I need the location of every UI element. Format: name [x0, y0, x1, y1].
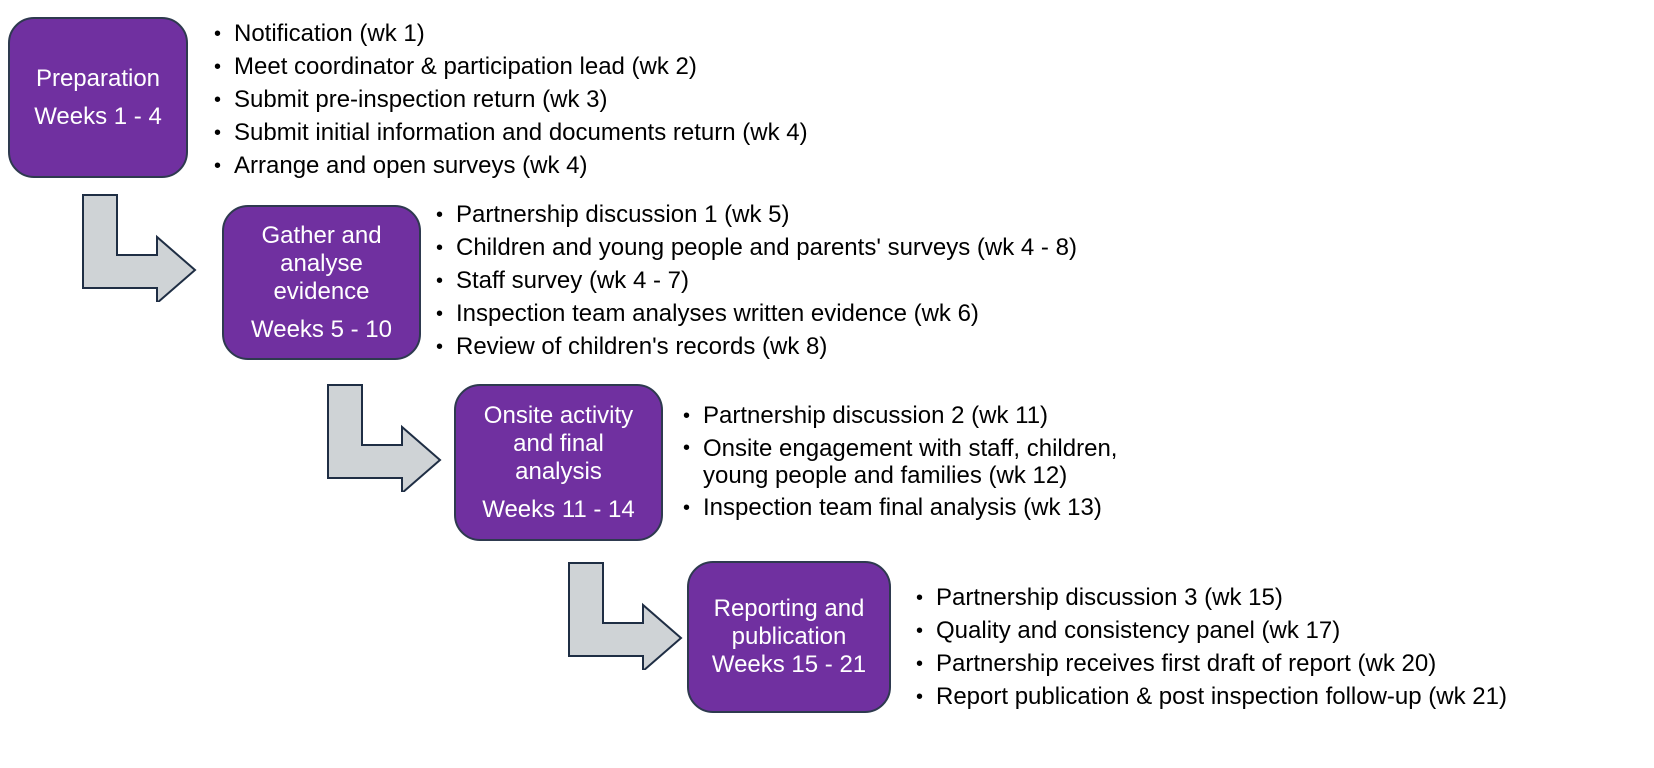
task-item: • Report publication & post inspection follow-up (wk 21): [916, 683, 1507, 711]
task-item: • Notification (wk 1): [214, 20, 808, 48]
task-item: • Submit pre-inspection return (wk 3): [214, 86, 808, 114]
stage-onsite-tasks: [683, 402, 1117, 527]
task-item: • Staff survey (wk 4 - 7): [436, 267, 1077, 295]
task-item: • Partnership discussion 2 (wk 11): [683, 402, 1117, 430]
task-item: • Partnership receives first draft of report (wk 20): [916, 650, 1507, 678]
stage-reporting-box: [687, 561, 891, 713]
stage-weeks: Weeks 1 - 4: [34, 102, 162, 130]
stage-title-line: analysis: [515, 457, 602, 485]
task-item: • Arrange and open surveys (wk 4): [214, 152, 808, 180]
task-item: • Inspection team final analysis (wk 13): [683, 494, 1117, 522]
bent-arrow-1: [80, 192, 200, 302]
stage-gather-tasks: [436, 201, 1077, 366]
stage-title-line: evidence: [273, 277, 370, 305]
task-item: • Children and young people and parents' surveys (wk 4 - 8): [436, 234, 1077, 262]
bent-arrow-2: [325, 382, 445, 492]
task-item-line: Onsite engagement with staff, children,: [703, 435, 1118, 462]
task-item: • Partnership discussion 1 (wk 5): [436, 201, 1077, 229]
task-item: • Quality and consistency panel (wk 17): [916, 617, 1507, 645]
task-item: [683, 435, 1117, 489]
task-item: • Inspection team analyses written evidence (wk 6): [436, 300, 1077, 328]
stage-title-line: Preparation: [35, 64, 161, 92]
task-item: • Submit initial information and documents return (wk 4): [214, 119, 808, 147]
stage-preparation-box: [8, 17, 188, 178]
bent-arrow-3: [566, 560, 686, 670]
stage-weeks: Weeks 15 - 21: [711, 651, 867, 678]
stage-reporting-tasks: [916, 584, 1507, 716]
stage-title-line: analyse: [280, 249, 363, 277]
stage-weeks: Weeks 11 - 14: [482, 495, 635, 523]
task-item: • Review of children's records (wk 8): [436, 333, 1077, 361]
task-item-continuation: young people and families (wk 12): [703, 462, 1068, 489]
stage-onsite-box: [454, 384, 663, 541]
stage-title-line: publication: [731, 623, 847, 650]
task-item: • Meet coordinator & participation lead (wk 2): [214, 53, 808, 81]
stage-title-line: Onsite activity: [483, 401, 634, 429]
stage-title-line: Gather and: [261, 221, 382, 249]
task-item: • Partnership discussion 3 (wk 15): [916, 584, 1507, 612]
stage-gather-box: [222, 205, 421, 360]
stage-preparation-tasks: [214, 20, 808, 185]
stage-title-line: and final: [513, 429, 604, 457]
stage-weeks: Weeks 5 - 10: [251, 315, 392, 343]
stage-title-line: Reporting and: [713, 595, 865, 622]
